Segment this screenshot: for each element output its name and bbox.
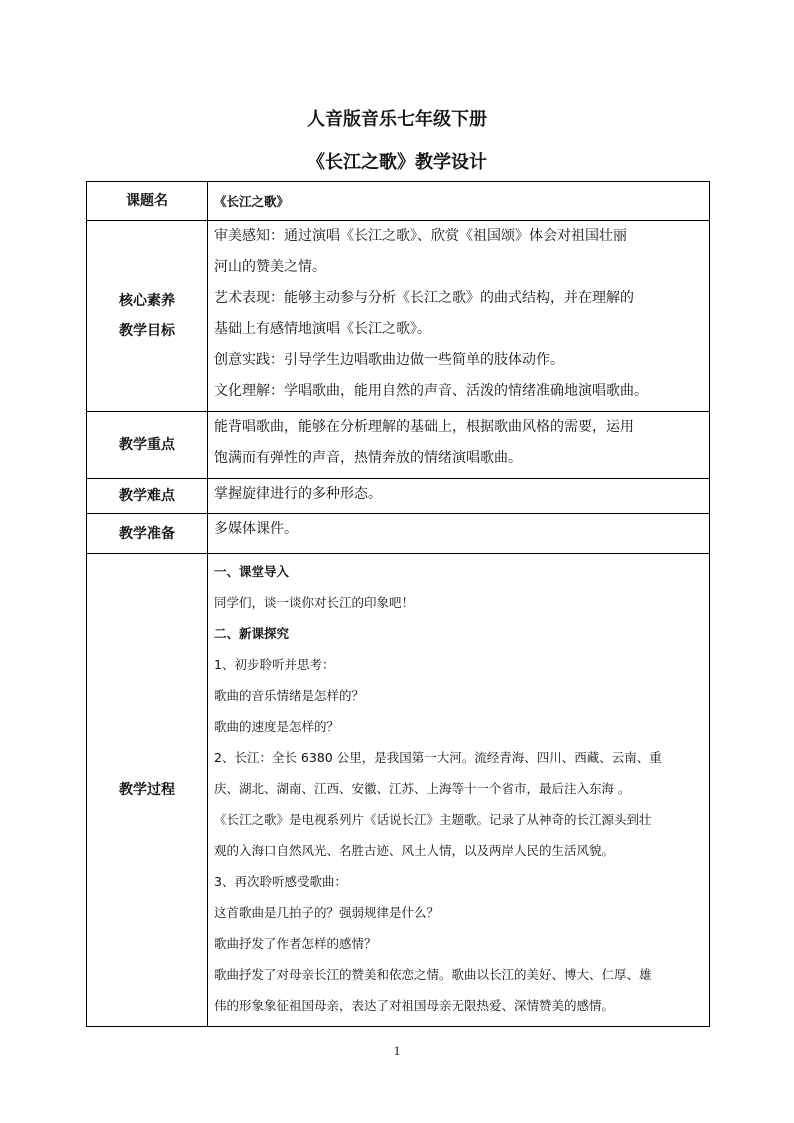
process-line: 歌曲的音乐情绪是怎样的？ [214, 688, 365, 703]
table-row-topic [87, 182, 710, 221]
process-line: 2、长江：全长 6380 公里，是我国第一大河。流经青海、四川、西藏、云南、重 [214, 750, 662, 765]
process-line: 歌曲的速度是怎样的？ [214, 719, 340, 734]
goals-line: 文化理解：学唱歌曲，能用自然的声音、活泼的情绪准确地演唱歌曲。 [214, 383, 648, 399]
document-title: 人音版音乐七年级下册 [307, 109, 487, 130]
process-line: 歌曲抒发了作者怎样的感情？ [214, 936, 377, 951]
goals-label-line-2: 教学目标 [119, 323, 175, 339]
process-heading: 一、课堂导入 [214, 564, 290, 579]
goals-line: 创意实践：引导学生边唱歌曲边做一些简单的肢体动作。 [214, 352, 564, 368]
table-row-goals [87, 221, 710, 412]
process-line: 这首歌曲是几拍子的？强弱规律是什么？ [214, 905, 440, 920]
goals-line: 基础上有感情地演唱《长江之歌》。 [214, 321, 431, 337]
process-line: 同学们，谈一谈你对长江的印象吧！ [214, 595, 415, 610]
table-row-process [87, 554, 710, 1027]
process-line: 《长江之歌》是电视系列片《话说长江》主题歌。记录了从神奇的长江源头到壮 [214, 812, 652, 827]
row-label-process: 教学过程 [87, 554, 208, 1027]
table-row-preparation [87, 514, 710, 554]
document-subtitle: 《长江之歌》教学设计 [307, 152, 487, 173]
row-label-difficulties: 教学难点 [87, 479, 208, 514]
process-line: 庆、湖北、湖南、江西、安徽、江苏、上海等十一个省市，最后注入东海 。 [214, 781, 631, 796]
process-line: 伟的形象象征祖国母亲，表达了对祖国母亲无限热爱、深情赞美的感情。 [214, 998, 615, 1013]
difficulties-value: 掌握旋律进行的多种形态。 [214, 486, 382, 502]
row-label-topic: 课题名 [87, 182, 208, 221]
row-label-goals [87, 221, 208, 412]
process-line: 歌曲抒发了对母亲长江的赞美和依恋之情。歌曲以长江的美好、博大、仁厚、雄 [214, 967, 652, 982]
page-number: 1 [393, 1043, 401, 1058]
preparation-value: 多媒体课件。 [214, 521, 298, 537]
process-heading: 二、新课探究 [214, 626, 290, 641]
goals-line: 艺术表现：能够主动参与分析《长江之歌》的曲式结构，并在理解的 [214, 290, 634, 306]
process-line: 观的入海口自然风光、名胜古迹、风土人情，以及两岸人民的生活风貌。 [214, 843, 615, 858]
lesson-plan-table [86, 181, 710, 1027]
process-line: 1、初步聆听并思考： [214, 657, 335, 672]
table-row-key-points [87, 412, 710, 479]
topic-value: 《长江之歌》 [214, 193, 290, 209]
process-line: 3、再次聆听感受歌曲： [214, 874, 347, 889]
goals-line: 河山的赞美之情。 [214, 259, 326, 275]
goals-label-line-1: 核心素养 [119, 293, 175, 309]
row-label-key-points: 教学重点 [87, 412, 208, 479]
key-points-line: 能背唱歌曲，能够在分析理解的基础上，根据歌曲风格的需要，运用 [214, 419, 634, 435]
row-label-preparation: 教学准备 [87, 514, 208, 554]
goals-line: 审美感知：通过演唱《长江之歌》、欣赏《祖国颂》体会对祖国壮丽 [214, 228, 627, 244]
table-row-difficulties [87, 479, 710, 514]
key-points-line: 饱满而有弹性的声音，热情奔放的情绪演唱歌曲。 [214, 450, 522, 466]
